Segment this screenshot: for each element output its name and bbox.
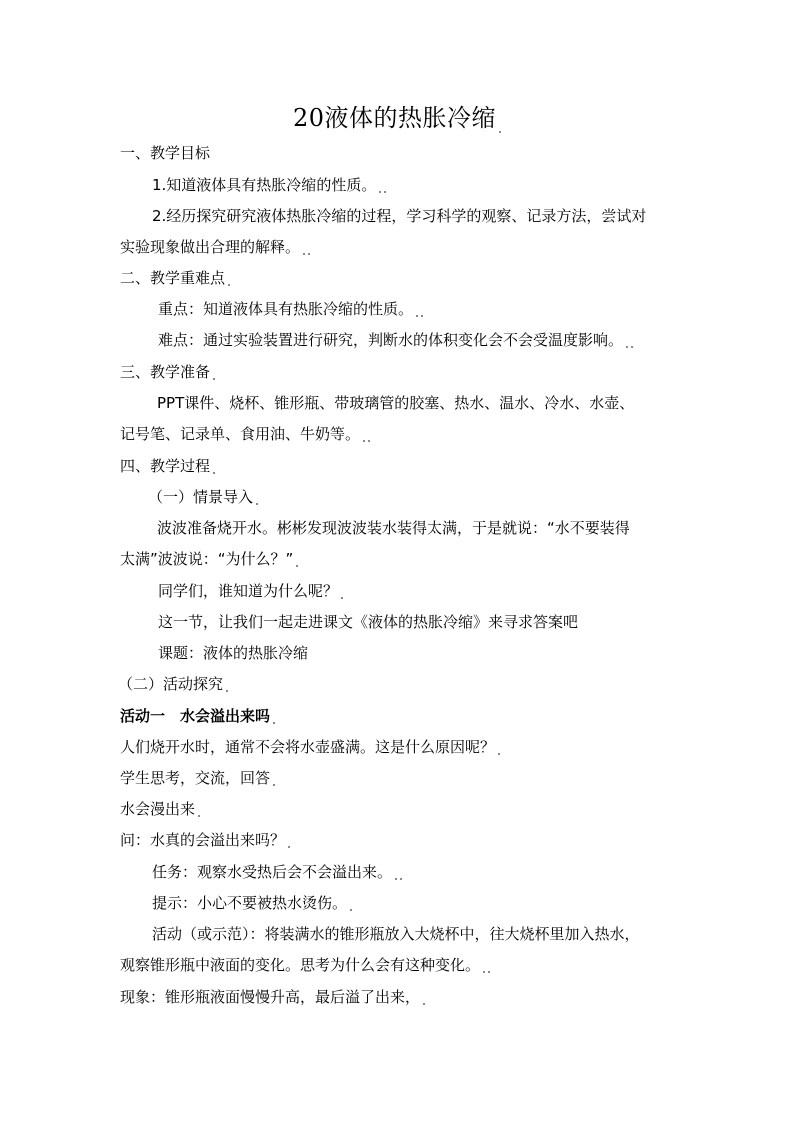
story-line-2: 太满”波波说：“为什么？” [120,548,298,570]
activity-1-ask: 问：水真的会溢出来吗？ [120,829,290,851]
activity-1-discussion: 学生思考，交流，回答 [120,767,275,789]
goal-item-2-line-2: 实验现象做出合理的解释。 [120,236,310,258]
subsection-activity-exploration: （二）活动探究 [118,673,228,695]
activity-1-answer: 水会漫出来 [120,798,200,820]
lesson-topic: 课题：液体的热胀冷缩 [158,644,309,662]
section-heading-key-points: 二、教学重难点 [120,267,230,289]
activity-1-question: 人们烧开水时，通常不会将水壶盛满。这是什么原因呢？ [120,736,500,758]
subsection-scenario: （一）情景导入 [148,486,258,508]
section-heading-preparation: 三、教学准备 [120,361,215,383]
goal-item-1: 1.知道液体具有热胀冷缩的性质。 [152,174,386,196]
document-title: 20液体的热胀冷缩 [0,100,794,136]
activity-1-heading: 活动一 水会溢出来吗 [120,705,275,727]
goal-item-2-line-1: 2.经历探究研究液体热胀冷缩的过程，学习科学的观察、记录方法，尝试对 [152,207,647,225]
section-heading-goals: 一、教学目标 [120,144,211,162]
activity-1-task: 任务：观察水受热后会不会溢出来。 [152,861,402,883]
materials-line-1: PPT课件、烧杯、锥形瓶、带玻璃管的胶塞、热水、温水、冷水、水壶、 [157,394,635,412]
class-question: 同学们，谁知道为什么呢？ [158,580,343,602]
activity-1-procedure-line-1: 活动（或示范）：将装满水的锥形瓶放入大烧杯中，往大烧杯里加入热水， [152,925,640,943]
activity-1-phenomenon: 现象：锥形瓶液面慢慢升高，最后溢了出来， [120,986,425,1008]
difficulty-point: 难点：通过实验装置进行研究，判断水的体积变化会不会受温度影响。 [158,329,633,351]
lesson-intro: 这一节，让我们一起走进课文《液体的热胀冷缩》来寻求答案吧 [158,613,579,631]
materials-line-2: 记号笔、记录单、食用油、牛奶等。 [120,423,370,445]
section-heading-process: 四、教学过程 [120,455,215,477]
story-line-1: 波波准备烧开水。彬彬发现波波装水装得太满，于是就说：“水不要装得 [157,519,630,537]
activity-1-tip: 提示：小心不要被热水烫伤。 [152,892,352,914]
activity-1-procedure-line-2: 观察锥形瓶中液面的变化。思考为什么会有这种变化。 [120,954,490,976]
key-point: 重点：知道液体具有热胀冷缩的性质。 [158,298,423,320]
